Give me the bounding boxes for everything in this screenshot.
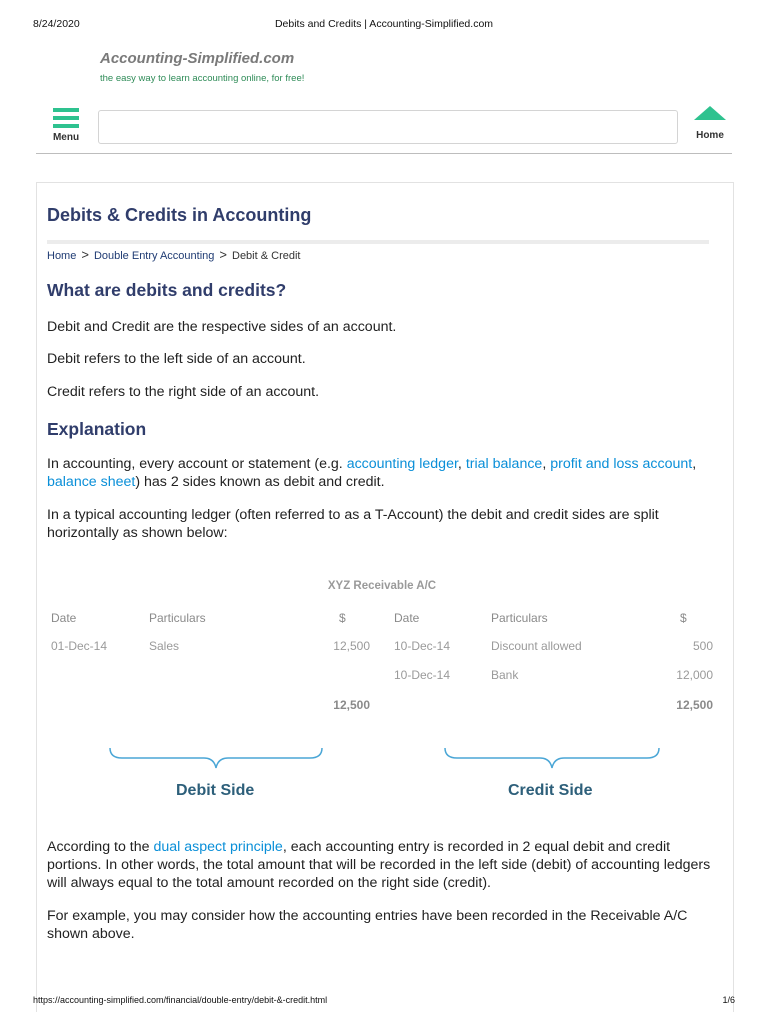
ledger-cell: 12,000: [676, 668, 713, 682]
title-divider: [47, 240, 709, 244]
page-title: Debits & Credits in Accounting: [47, 205, 312, 225]
debit-side-label: Debit Side: [176, 782, 255, 799]
paragraph: Debit and Credit are the respective sides of an account.: [47, 319, 397, 335]
hamburger-icon-bar: [53, 116, 79, 120]
site-brand: [100, 50, 304, 84]
paragraph-dual-aspect: [47, 838, 717, 892]
debit-brace-icon: [108, 744, 324, 770]
text: ,: [457, 456, 466, 472]
print-footer-url: https://accounting-simplified.com/financial/double-entry/debit-&-credit.html: [33, 995, 328, 1005]
paragraph: For example, you may consider how the accounting entries have been recorded in the Receivable A/C shown above.: [47, 908, 688, 942]
home-button[interactable]: [692, 104, 728, 141]
ledger-total-debit: 12,500: [333, 698, 370, 712]
hamburger-icon: [53, 108, 79, 112]
menu-label: Menu: [52, 132, 80, 143]
breadcrumb: [47, 247, 300, 262]
link-trial-balance[interactable]: trial balance: [465, 456, 543, 472]
site-tagline: the easy way to learn accounting online, for free!: [100, 73, 305, 84]
ledger-header-amount: $: [680, 611, 687, 625]
link-dual-aspect-principle[interactable]: dual aspect principle: [153, 839, 283, 855]
ledger-cell: 10-Dec-14: [394, 668, 451, 682]
ledger-cell: Sales: [149, 639, 180, 653]
section-heading-explanation: Explanation: [47, 419, 147, 439]
credit-side-label: Credit Side: [508, 782, 593, 799]
text: ) has 2 sides known as debit and credit.: [135, 474, 385, 490]
breadcrumb-home[interactable]: Home: [47, 250, 77, 262]
text: , each accounting entry is recorded in 2 equal debit and credit portions. In other words, the total amount that will be recorded in the left side (debit) of accounting ledgers will always equal to the total amount recorded on the right side (credit).: [47, 839, 711, 891]
paragraph-explanation: [47, 455, 717, 491]
breadcrumb-double-entry[interactable]: Double Entry Accounting: [93, 250, 215, 262]
search-input[interactable]: [98, 110, 678, 144]
print-footer-page: 1/6: [722, 995, 735, 1005]
paragraph: Debit refers to the left side of an account.: [47, 351, 306, 367]
ledger-cell: 12,500: [333, 639, 370, 653]
hamburger-icon-bar: [53, 124, 79, 128]
ledger-total-credit: 12,500: [676, 698, 713, 712]
print-header: [33, 18, 735, 32]
ledger-cell: 500: [692, 639, 713, 653]
ledger-cell: Discount allowed: [491, 639, 582, 653]
paragraph: In a typical accounting ledger (often referred to as a T-Account) the debit and credit sides are split horizontally as shown below:: [47, 507, 659, 541]
ledger-title: XYZ Receivable A/C: [327, 580, 437, 592]
section-heading-debits-credits: What are debits and credits?: [47, 280, 287, 300]
menu-button[interactable]: [50, 108, 82, 143]
paragraph: Credit refers to the right side of an account.: [47, 384, 320, 400]
text: ,: [542, 456, 551, 472]
home-label: Home: [696, 130, 724, 141]
up-arrow-icon: [694, 106, 726, 120]
link-accounting-ledger[interactable]: accounting ledger: [346, 456, 458, 472]
link-profit-and-loss-account[interactable]: profit and loss account: [550, 456, 693, 472]
top-navigation-bar: [36, 102, 732, 154]
link-balance-sheet[interactable]: balance sheet: [47, 474, 136, 490]
breadcrumb-current: Debit & Credit: [232, 250, 301, 262]
text: ,: [692, 456, 697, 472]
ledger-header-particulars: Particulars: [149, 611, 206, 625]
ledger-header-date: Date: [394, 611, 420, 625]
breadcrumb-separator: >: [219, 247, 227, 262]
text: According to the: [47, 839, 154, 855]
breadcrumb-separator: >: [81, 247, 89, 262]
credit-brace-icon: [443, 744, 661, 770]
site-name[interactable]: Accounting-Simplified.com: [100, 50, 295, 67]
ledger-header-date: Date: [51, 611, 77, 625]
ledger-cell: 01-Dec-14: [51, 639, 108, 653]
ledger-cell: 10-Dec-14: [394, 639, 451, 653]
ledger-cell: Bank: [491, 668, 519, 682]
ledger-header-amount: $: [339, 611, 346, 625]
ledger-header-particulars: Particulars: [491, 611, 548, 625]
print-title: Debits and Credits | Accounting-Simplified.com: [274, 18, 494, 30]
print-date: 8/24/2020: [33, 18, 80, 30]
text: In accounting, every account or statement (e.g.: [47, 456, 347, 472]
